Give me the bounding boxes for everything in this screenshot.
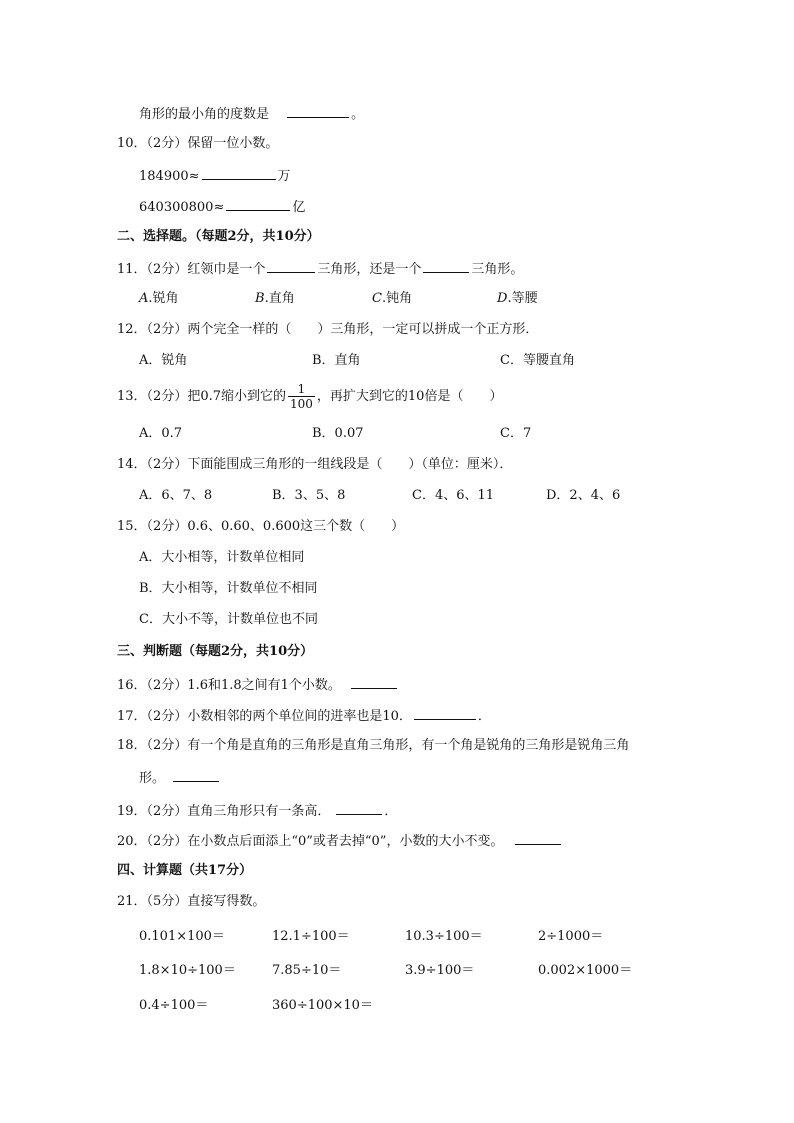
q13-option-b[interactable]: B．0.07 [312,426,364,441]
q14-option-d[interactable]: D．2、4、6 [546,488,621,503]
question-13 [117,380,502,414]
option-text: .锐角 [148,291,179,306]
q9-tail [139,104,364,124]
answer-blank[interactable] [414,706,476,720]
q10-value-1: 184900≈ [139,169,200,184]
q11-part-3: 三角形。 [471,262,524,277]
fraction-denominator: 100 [290,397,313,411]
calc-item: 0.101×100＝ [139,929,225,944]
q11-option-d[interactable] [497,290,538,308]
question-17 [117,706,491,726]
q19-end: ． [384,804,398,819]
q14-option-a[interactable]: A．6、7、8 [139,488,213,503]
answer-blank[interactable] [267,259,315,273]
answer-blank[interactable] [287,104,349,118]
question-18: 18．（2分）有一个角是直角的三角形是直角三角形，有一个角是锐角的三角形是锐角三角 [117,738,630,753]
q13-part-1: 13．（2分）把0.7缩小到它的 [117,389,286,404]
q15-option-a[interactable]: A．大小相等，计数单位相同 [139,550,305,565]
q10-line-2 [139,197,305,217]
option-letter: C [372,291,382,306]
option-text: .等腰 [507,291,538,306]
q14-option-b[interactable]: B．3、5、8 [272,488,346,503]
fraction [288,382,315,411]
question-16 [117,675,399,695]
q11-part-2: 三角形，还是一个 [317,262,422,277]
q13-option-c[interactable]: C．7 [500,426,532,441]
q15-option-c[interactable]: C．大小不等，计数单位也不同 [139,612,318,627]
fraction-numerator: 1 [288,382,315,397]
calc-item: 360÷100×10＝ [272,998,373,1013]
q11-option-c[interactable] [372,290,412,308]
q9-text: 角形的最小角的度数是 [139,107,270,122]
q18-line-2 [139,768,221,788]
option-letter: D [497,291,508,306]
q16-text: 16．（2分）1.6和1.8之间有1个小数。 [117,678,341,693]
question-15: 15．（2分）0.6、0.60、0.600这三个数（ ） [117,519,405,534]
q11-part-1: 11．（2分）红领巾是一个 [117,262,266,277]
calc-item: 3.9÷100＝ [405,963,475,978]
question-11 [117,259,523,279]
q13-part-2: ，再扩大到它的10倍是（ ） [316,389,503,404]
option-letter: B [255,291,265,306]
q11-option-a[interactable] [139,290,179,308]
answer-blank[interactable] [202,166,276,180]
q12-option-b[interactable]: B．直角 [312,353,361,368]
section-2-title: 二、选择题。（每题2分，共10分） [117,229,320,244]
calc-item: 1.8×10÷100＝ [139,963,236,978]
q19-text: 19．（2分）直角三角形只有一条高． [117,804,331,819]
answer-blank[interactable] [351,675,397,689]
calc-item: 2÷1000＝ [538,929,604,944]
calc-item: 12.1÷100＝ [272,929,350,944]
option-text: .钝角 [381,291,413,306]
question-10: 10．（2分）保留一位小数。 [117,136,279,151]
q10-line-1 [139,166,291,186]
question-14: 14．（2分）下面能围成三角形的一组线段是（ ）（单位：厘米）． [117,457,513,472]
section-4-title: 四、计算题（共17分） [117,863,253,878]
section-3-title: 三、判断题（每题2分，共10分） [117,644,314,659]
q9-end: 。 [351,107,365,122]
question-21: 21．（5分）直接写得数。 [117,894,266,909]
answer-blank[interactable] [515,831,561,845]
q14-option-c[interactable]: C．4、6、11 [412,488,495,503]
question-19 [117,801,397,821]
q20-text: 20．（2分）在小数点后面添上“0”或者去掉“0”，小数的大小不变。 [117,834,504,849]
q17-end: ． [477,709,491,724]
q10-unit-2: 亿 [292,200,306,215]
calc-item: 0.4÷100＝ [139,998,209,1013]
answer-blank[interactable] [423,259,469,273]
calc-item: 0.002×1000＝ [538,963,633,978]
calc-item: 10.3÷100＝ [405,929,483,944]
answer-blank[interactable] [226,197,290,211]
answer-blank[interactable] [336,801,382,815]
q18-text-2: 形。 [139,771,166,786]
q10-value-2: 640300800≈ [139,200,225,215]
option-letter: A [139,291,149,306]
question-20 [117,831,563,851]
answer-blank[interactable] [173,768,219,782]
q13-option-a[interactable]: A．0.7 [139,426,183,441]
q17-text: 17．（2分）小数相邻的两个单位间的进率也是10． [117,709,412,724]
calc-item: 7.85÷10＝ [272,963,342,978]
q11-option-b[interactable] [255,290,295,308]
q12-option-a[interactable]: A．锐角 [139,353,188,368]
question-12: 12．（2分）两个完全一样的（ ）三角形，一定可以拼成一个正方形． [117,322,539,337]
q15-option-b[interactable]: B．大小相等，计数单位不相同 [139,581,318,596]
option-text: .直角 [264,291,295,306]
q10-unit-1: 万 [277,169,291,184]
q12-option-c[interactable]: C．等腰直角 [500,353,575,368]
